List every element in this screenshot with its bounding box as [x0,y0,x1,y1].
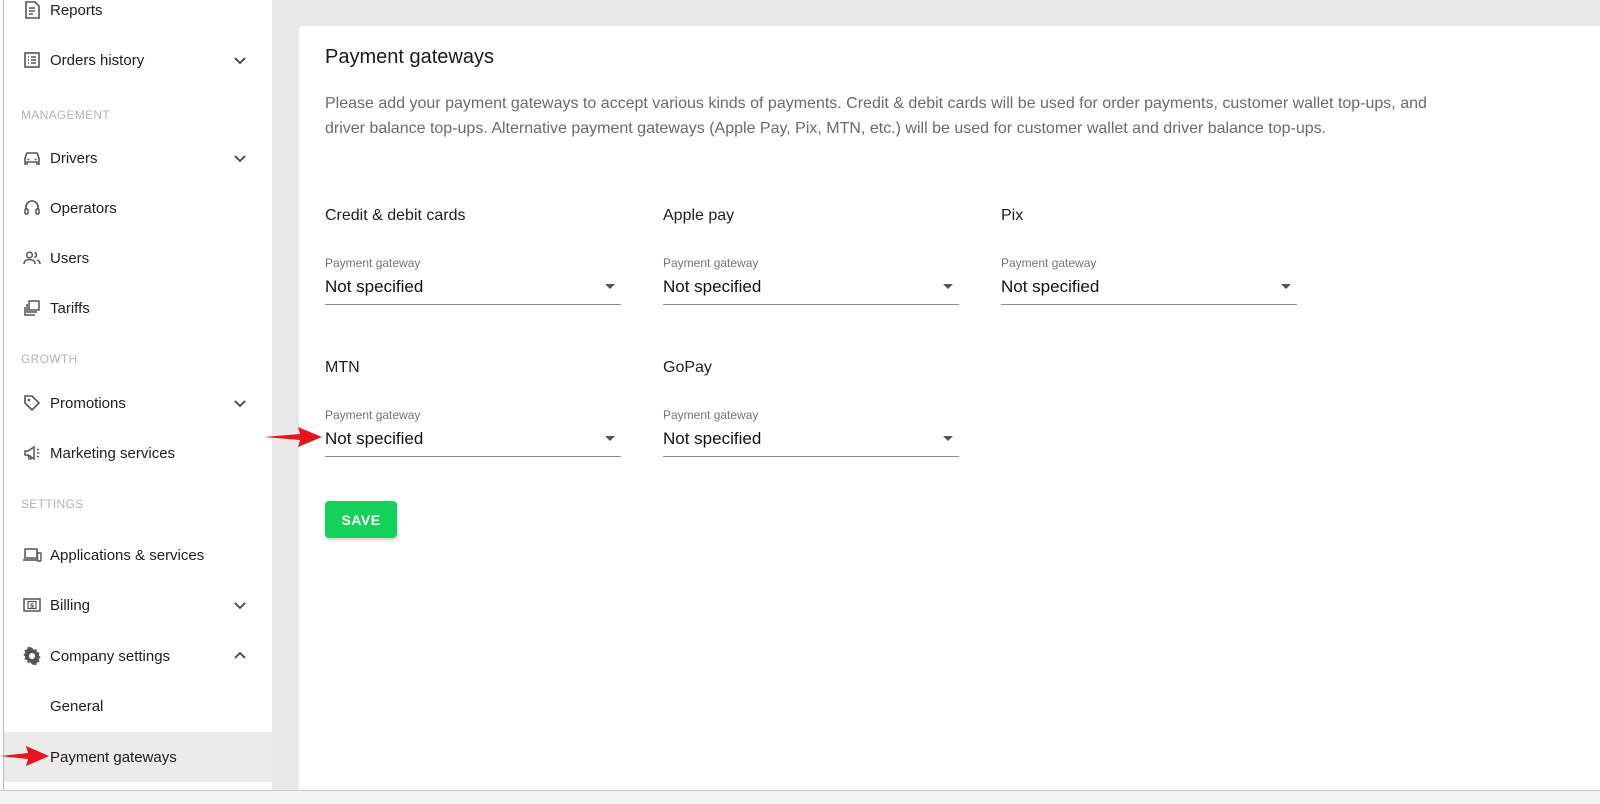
sidebar-item-label: Marketing services [50,444,176,462]
section-header-growth: GROWTH [21,352,78,366]
gateway-title-apple-pay: Apple pay [663,207,735,224]
sidebar-item-label: Operators [50,199,117,217]
chevron-down-icon[interactable] [232,52,248,68]
page-description: Please add your payment gateways to accept various kinds of payments. Credit & debit cards will be used for order payments, customer wallet top-ups, and driver balance top-ups. Alternative payment gateways (Apple Pay, Pix, MTN, etc.) will be used for customer wallet and driver balance top-ups. [325,95,1427,137]
sidebar-item-label: Users [50,249,90,267]
users-icon [22,248,42,268]
chevron-down-icon[interactable] [232,597,248,613]
tariffs-icon [22,298,42,318]
section-header-settings: SETTINGS [21,497,84,511]
window-edge-bottom [0,790,1600,804]
chevron-up-icon[interactable] [232,648,248,664]
page-title: Payment gateways [325,46,494,68]
sidebar-item-label: General [50,697,104,715]
sidebar-item-label: Applications & services [50,546,205,564]
annotation-arrow-icon [0,744,52,768]
gateway-title-pix: Pix [1001,207,1024,224]
reports-icon [22,0,42,20]
list-icon [22,50,42,70]
pix-gateway-select[interactable] [1001,273,1297,305]
sidebar [4,0,272,790]
chevron-down-icon[interactable] [232,150,248,166]
field-label: Payment gateway [325,256,421,270]
sidebar-item-label: Reports [50,1,103,19]
select-value: Not specified [663,429,762,448]
sidebar-item-label: Promotions [50,394,126,412]
sidebar-item-label: Orders history [50,51,145,69]
sidebar-item-label: Billing [50,596,91,614]
sidebar-item-label: Company settings [50,647,171,665]
sidebar-item-reports[interactable] [4,0,272,35]
caret-down-icon [943,436,953,441]
section-header-management: MANAGEMENT [21,108,111,122]
headset-icon [22,198,42,218]
sidebar-item-drivers[interactable] [4,133,272,183]
sidebar-item-general[interactable] [4,681,272,731]
gateway-title-gopay: GoPay [663,359,712,376]
sidebar-item-operators[interactable] [4,183,272,233]
sidebar-item-label: Payment gateways [50,748,177,766]
apple-pay-gateway-select[interactable] [663,273,959,305]
gateway-title-cards: Credit & debit cards [325,207,466,224]
car-icon [22,148,42,168]
sidebar-item-orders-history[interactable] [4,35,272,85]
sidebar-item-label: Tariffs [50,299,90,317]
billing-icon [22,595,42,615]
gear-icon [22,646,42,666]
sidebar-item-applications-services[interactable] [4,530,272,580]
save-button[interactable]: SAVE [325,501,397,538]
svg-text:$: $ [29,601,35,610]
caret-down-icon [943,284,953,289]
megaphone-icon [22,443,42,463]
sidebar-item-company-settings[interactable] [4,631,272,681]
caret-down-icon [605,284,615,289]
tag-icon [22,393,42,413]
sidebar-item-promotions[interactable] [4,378,272,428]
annotation-arrow-icon [264,425,326,449]
sidebar-item-tariffs[interactable] [4,283,272,333]
sidebar-item-users[interactable] [4,233,272,283]
devices-icon [22,545,42,565]
cards-gateway-select[interactable] [325,273,621,305]
select-value: Not specified [663,277,762,296]
mtn-gateway-select[interactable] [325,425,621,457]
field-label: Payment gateway [663,408,759,422]
select-value: Not specified [1001,277,1100,296]
chevron-down-icon[interactable] [232,395,248,411]
field-label: Payment gateway [663,256,759,270]
field-label: Payment gateway [1001,256,1097,270]
gopay-gateway-select[interactable] [663,425,959,457]
field-label: Payment gateway [325,408,421,422]
select-value: Not specified [325,429,424,448]
sidebar-item-marketing-services[interactable] [4,428,272,478]
sidebar-item-billing[interactable] [4,580,272,630]
caret-down-icon [605,436,615,441]
caret-down-icon [1281,284,1291,289]
gateway-title-mtn: MTN [325,359,360,376]
sidebar-item-label: Drivers [50,149,98,167]
select-value: Not specified [325,277,424,296]
